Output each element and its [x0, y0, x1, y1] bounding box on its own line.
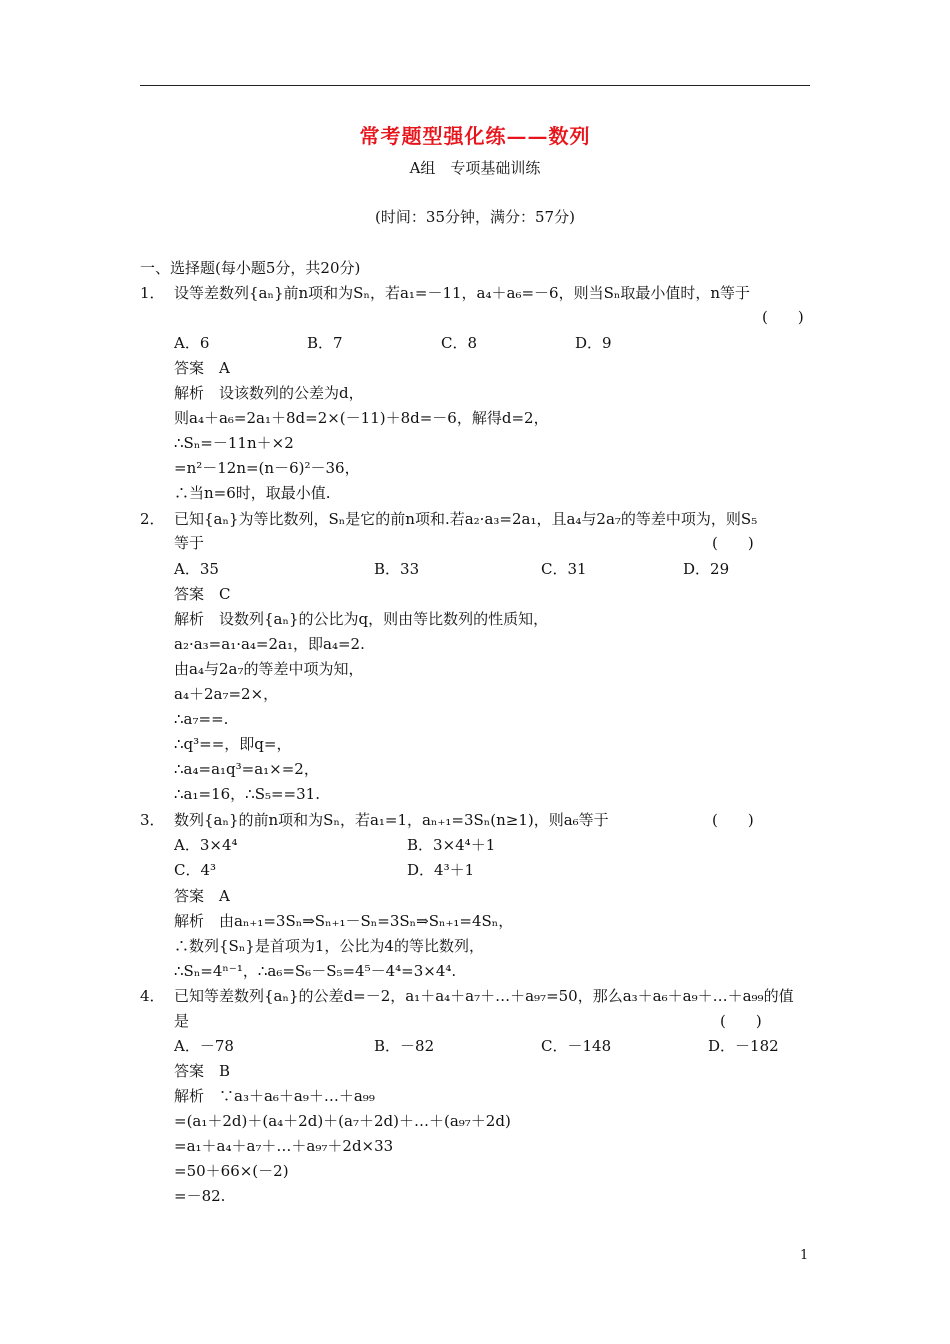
analysis-line: =a₁＋a₄＋a₇＋…＋a₉₇＋2d×33	[174, 1137, 394, 1155]
analysis-line: a₄＋2a₇=2×，	[174, 685, 279, 703]
option: C．－148	[541, 1037, 612, 1055]
section-heading: 一、选择题(每小题5分，共20分)	[140, 259, 361, 277]
page-subtitle: A组 专项基础训练	[409, 159, 541, 177]
answer-bracket: ( )	[712, 534, 754, 552]
analysis-line: 解析 设该数列的公差为d，	[174, 384, 364, 402]
analysis-line: 则a₄＋a₆=2a₁＋8d=2×(－11)＋8d=－6，解得d=2，	[174, 409, 549, 427]
question-number: 3．	[140, 811, 165, 829]
analysis-line: =n²－12n=(n－6)²－36，	[174, 459, 360, 477]
option: C．4³	[174, 861, 217, 879]
time-info: (时间：35分钟，满分：57分)	[375, 208, 575, 226]
answer-bracket: ( )	[712, 811, 754, 829]
option: B．7	[307, 334, 343, 352]
analysis-line: ∴Sₙ=4ⁿ⁻¹，∴a₆=S₆－S₅=4⁵－4⁴=3×4⁴.	[174, 962, 457, 980]
question-stem-continued: 是	[174, 1012, 190, 1030]
answer-bracket: ( )	[720, 1012, 762, 1030]
analysis-line: a₂·a₃=a₁·a₄=2a₁，即a₄=2.	[174, 635, 365, 653]
option: D．29	[683, 560, 730, 578]
analysis-line: 由a₄与2a₇的等差中项为知，	[174, 660, 364, 678]
analysis-line: ∴a₇==.	[174, 710, 229, 728]
option: B．－82	[374, 1037, 435, 1055]
analysis-line: 解析 ∵a₃＋a₆＋a₉＋…＋a₉₉	[174, 1087, 375, 1105]
answer-line: 答案 C	[174, 585, 231, 603]
option: D．－182	[708, 1037, 779, 1055]
analysis-line: ∴Sₙ=－11n＋×2	[174, 434, 294, 452]
question-number: 4．	[140, 987, 165, 1005]
answer-line: 答案 B	[174, 1062, 231, 1080]
analysis-line: 解析 由aₙ₊₁=3Sₙ⇒Sₙ₊₁－Sₙ=3Sₙ⇒Sₙ₊₁=4Sₙ，	[174, 912, 514, 930]
analysis-line: ∴q³==，即q=，	[174, 735, 292, 753]
option: C．31	[541, 560, 587, 578]
analysis-line: ∴a₄=a₁q³=a₁×=2，	[174, 760, 319, 778]
option: D．9	[575, 334, 612, 352]
answer-line: 答案 A	[174, 359, 230, 377]
analysis-line: ∴数列{Sₙ}是首项为1，公比为4的等比数列，	[174, 937, 484, 955]
option: C．8	[441, 334, 478, 352]
option: A．6	[174, 334, 210, 352]
question-number: 1．	[140, 284, 165, 302]
header-rule	[140, 85, 810, 86]
question-stem: 设等差数列{aₙ}前n项和为Sₙ，若a₁=－11，a₄＋a₆=－6，则当Sₙ取最小值时，n等于	[174, 284, 751, 302]
option: B．3×4⁴＋1	[407, 836, 496, 854]
question-number: 2．	[140, 510, 165, 528]
page-number: 1	[800, 1248, 809, 1263]
question-stem: 已知等差数列{aₙ}的公差d=－2，a₁＋a₄＋a₇＋…＋a₉₇=50，那么a₃＋a₆＋a₉＋…＋a₉₉的值	[174, 987, 794, 1005]
option: A．35	[174, 560, 219, 578]
analysis-line: =(a₁＋2d)＋(a₄＋2d)＋(a₇＋2d)＋…＋(a₉₇＋2d)	[174, 1112, 511, 1130]
analysis-line: ∴当n=6时，取最小值.	[174, 484, 331, 502]
question-stem-continued: 等于	[174, 534, 205, 552]
option: B．33	[374, 560, 420, 578]
option: D．4³＋1	[407, 861, 475, 879]
question-stem: 数列{aₙ}的前n项和为Sₙ，若a₁=1，aₙ₊₁=3Sₙ(n≥1)，则a₆等于	[174, 811, 609, 829]
option: A．3×4⁴	[174, 836, 238, 854]
option: A．－78	[174, 1037, 234, 1055]
question-stem: 已知{aₙ}为等比数列，Sₙ是它的前n项和.若a₂·a₃=2a₁，且a₄与2a₇的等差中项为，则S₅	[174, 510, 758, 528]
answer-bracket: ( )	[762, 308, 804, 326]
analysis-line: 解析 设数列{aₙ}的公比为q，则由等比数列的性质知，	[174, 610, 549, 628]
analysis-line: =50＋66×(－2)	[174, 1162, 289, 1180]
answer-line: 答案 A	[174, 887, 230, 905]
page-title: 常考题型强化练——数列	[359, 124, 591, 148]
analysis-line: =－82.	[174, 1187, 226, 1205]
analysis-line: ∴a₁=16，∴S₅==31.	[174, 785, 320, 803]
